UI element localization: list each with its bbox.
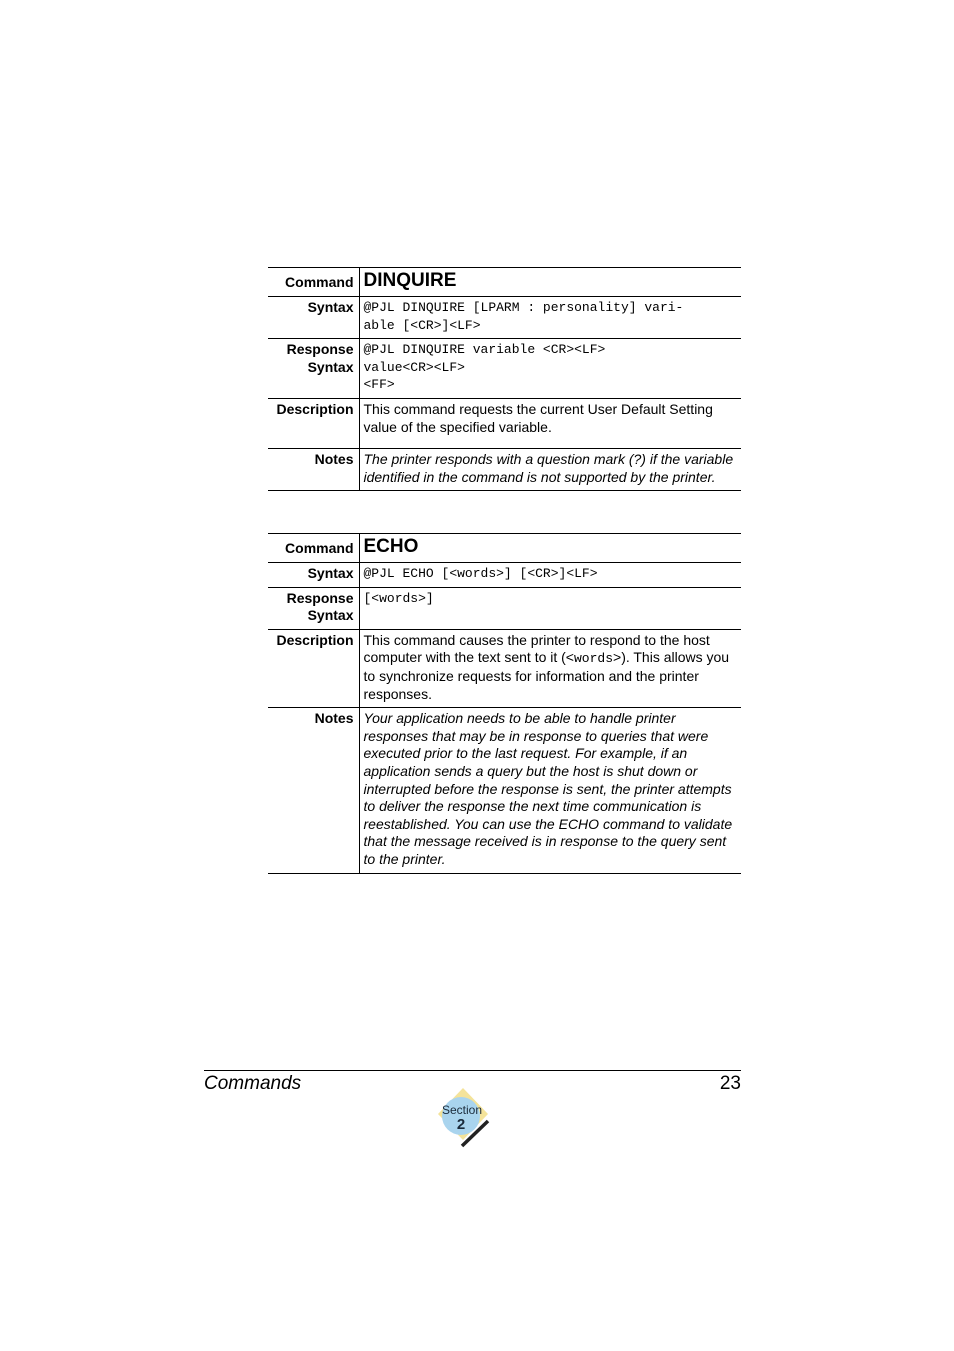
syntax-label: Syntax [268, 563, 359, 588]
response-syntax-label: Response Syntax [268, 587, 359, 629]
echo-command-table [268, 533, 741, 874]
notes-value: The printer responds with a question mark (?) if the variable identified in the command is not supported by the printer. [359, 449, 741, 491]
syntax-row [268, 297, 741, 339]
notes-label: Notes [268, 708, 359, 873]
command-row [268, 268, 741, 297]
description-label: Description [268, 398, 359, 448]
description-label: Description [268, 629, 359, 707]
syntax-label: Syntax [268, 297, 359, 339]
description-value: This command causes the printer to respond to the host computer with the text sent to it (<words>). This allows you to synchronize requests for information and the printer responses. [359, 629, 741, 707]
command-row [268, 534, 741, 563]
badge-number: 2 [456, 1116, 466, 1133]
response-syntax-value: @PJL DINQUIRE variable <CR><LF> value<CR><LF> <FF> [359, 339, 741, 399]
badge-word: Section [441, 1103, 483, 1117]
notes-row [268, 708, 741, 873]
description-value: This command requests the current User Default Setting value of the specified variable. [359, 398, 741, 448]
response-syntax-value: [<words>] [359, 587, 741, 629]
footer-section-title: Commands [204, 1073, 302, 1094]
syntax-row [268, 563, 741, 588]
description-row [268, 629, 741, 707]
footer-rule [204, 1070, 741, 1071]
command-name: ECHO [359, 534, 741, 563]
section-badge-icon [436, 1088, 492, 1150]
command-label: Command [268, 268, 359, 297]
notes-value: Your application needs to be able to handle printer responses that may be in response to queries that were executed prior to the last request. For example, if an application sends a query but the host is shut down or interrupted before the response is sent, the printer attempts to deliver the response the next time communication is reestablished. You can use the ECHO command to validate that the message received is in response to the query sent to the printer. [359, 708, 741, 873]
notes-label: Notes [268, 449, 359, 491]
dinquire-command-table [268, 267, 741, 491]
syntax-value: @PJL DINQUIRE [LPARM : personality] vari- able [<CR>]<LF> [359, 297, 741, 339]
response-syntax-label: Response Syntax [268, 339, 359, 399]
notes-row [268, 449, 741, 491]
command-label: Command [268, 534, 359, 563]
response-syntax-row [268, 339, 741, 399]
command-name: DINQUIRE [359, 268, 741, 297]
description-row [268, 398, 741, 448]
response-syntax-row [268, 587, 741, 629]
footer-page-number: 23 [719, 1073, 741, 1094]
syntax-value: @PJL ECHO [<words>] [<CR>]<LF> [359, 563, 741, 588]
